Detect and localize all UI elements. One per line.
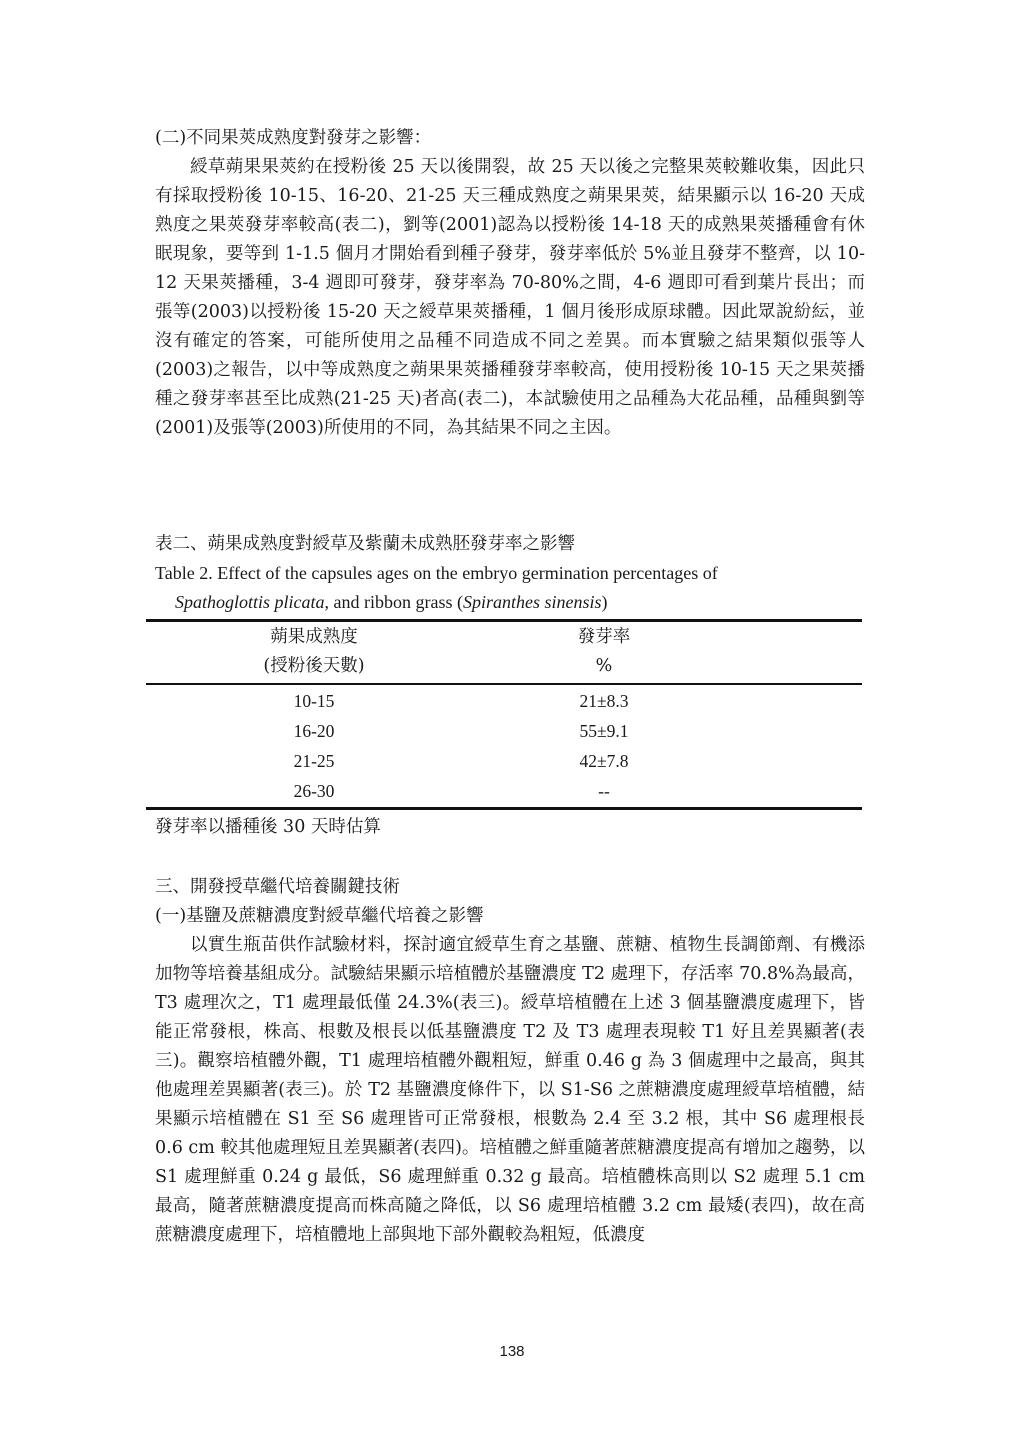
table-caption-zh: 表二、蒴果成熟度對綬草及紫蘭未成熟胚發芽率之影響	[155, 534, 575, 554]
col2-header-line1: 發芽率	[577, 627, 631, 647]
table-caption	[155, 530, 869, 617]
age-cell: 16-20	[293, 720, 335, 741]
col1-header	[146, 623, 482, 681]
table-caption-en	[155, 559, 869, 617]
caption-en-end: )	[601, 592, 608, 612]
rate-cell: 21±8.3	[579, 690, 629, 711]
rate-cell: --	[598, 780, 610, 801]
section-3-paragraph: 以實生瓶苗供作試驗材料，探討適宜綬草生育之基鹽、蔗糖、植物生長調節劑、有機添加物等培養基組成分。試驗結果顯示培植體於基鹽濃度 T2 處理下，存活率 70.8%為最高，T3 處理次之，T1 處理最低僅 24.3%(表三)。綬草培植體在上述 3 個基鹽濃度處理下，皆能正常發根，株高、根數及根長以低基鹽濃度 T2 及 T3 處理表現較 T1 好且差異顯著(表三)。觀察培植體外觀，T1 處理培植體外觀粗短，鮮重 0.46 g 為 3 個處理中之最高，與其他處理差異顯著(表三)。於 T2 基鹽濃度條件下，以 S1-S6 之蔗糖濃度處理綬草培植體，結果顯示培植體在 S1 至 S6 處理皆可正常發根，根數為 2.4 至 3.2 根，其中 S6 處理根長 0.6 cm 較其他處理短且差異顯著(表四)。培植體之鮮重隨著蔗糖濃度提高有增加之趨勢，以 S1 處理鮮重 0.24 g 最低，S6 處理鮮重 0.32 g 最高。培植體株高則以 S2 處理 5.1 cm 最高，隨著蔗糖濃度提高而株高隨之降低，以 S6 處理培植體 3.2 cm 最矮(表四)，故在高蔗糖濃度處理下，培植體地上部與地下部外觀較為粗短，低濃度	[155, 935, 865, 1245]
col2-header	[482, 623, 726, 681]
species-name-2: Spiranthes sinensis	[463, 592, 602, 612]
section-2	[155, 124, 865, 443]
germination-table-body	[146, 686, 862, 806]
table-row	[146, 686, 862, 716]
col1-header-line1: 蒴果成熟度	[270, 627, 358, 647]
section-3-heading: 三、開發授草繼代培養關鍵技術	[155, 877, 400, 897]
species-name-1: Spathoglottis plicata	[175, 592, 325, 612]
age-cell: 10-15	[293, 690, 335, 711]
table-header-rule	[146, 683, 862, 685]
age-cell: 26-30	[293, 780, 335, 801]
section-3-sub-heading: (一)基鹽及蔗糖濃度對綬草繼代培養之影響	[155, 906, 484, 926]
section-2-heading: (二)不同果莢成熟度對發芽之影響：	[155, 128, 432, 148]
germination-table-header	[146, 623, 862, 681]
section-3	[155, 873, 865, 1250]
table-bottom-rule	[146, 807, 862, 810]
rate-cell: 42±7.8	[579, 750, 629, 771]
col2-header-line2: %	[595, 656, 613, 676]
table-caption-en-line2	[155, 588, 869, 617]
table-note: 發芽率以播種後 30 天時估算	[155, 817, 381, 837]
page-number: 138	[499, 1343, 525, 1360]
caption-en-mid: , and ribbon grass (	[324, 592, 463, 612]
table-row	[146, 746, 862, 776]
table-top-rule	[146, 619, 862, 622]
table-row	[146, 716, 862, 746]
table-row	[146, 776, 862, 806]
table-caption-en-line1: Table 2. Effect of the capsules ages on the embryo germination percentages of	[155, 563, 718, 583]
section-2-paragraph: 綬草蒴果果莢約在授粉後 25 天以後開裂，故 25 天以後之完整果莢較難收集，因此只有採取授粉後 10-15、16-20、21-25 天三種成熟度之蒴果果莢，結果顯示以 16-20 天成熟度之果莢發芽率較高(表二)，劉等(2001)認為以授粉後 14-18 天的成熟果莢播種會有休眠現象，要等到 1-1.5 個月才開始看到種子發芽，發芽率低於 5%並且發芽不整齊，以 10-12 天果莢播種，3-4 週即可發芽，發芽率為 70-80%之間，4-6 週即可看到葉片長出；而張等(2003)以授粉後 15-20 天之綬草果莢播種，1 個月後形成原球體。因此眾說紛紜，並沒有確定的答案，可能所使用之品種不同造成不同之差異。而本實驗之結果類似張等人(2003)之報告，以中等成熟度之蒴果果莢播種發芽率較高，使用授粉後 10-15 天之果莢播種之發芽率甚至比成熟(21-25 天)者高(表二)，本試驗使用之品種為大花品種，品種與劉等(2001)及張等(2003)所使用的不同，為其結果不同之主因。	[155, 157, 865, 438]
col1-header-line2: (授粉後天數)	[263, 656, 365, 676]
rate-cell: 55±9.1	[579, 720, 629, 741]
age-cell: 21-25	[293, 750, 335, 771]
